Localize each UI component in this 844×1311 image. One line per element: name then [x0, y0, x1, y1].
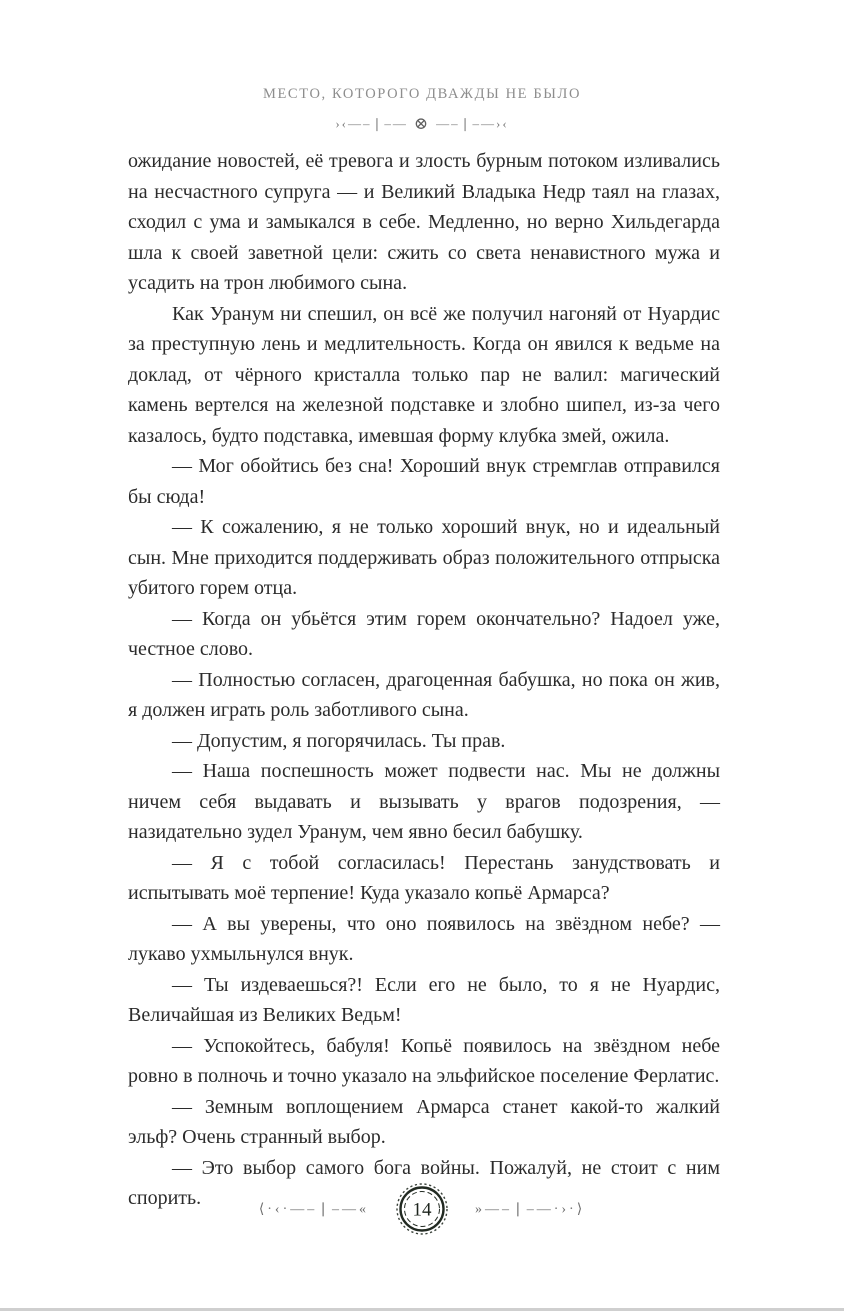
- paragraph: — Полностью согласен, драгоценная бабушка, но пока он жив, я должен играть роль заботливого сына.: [128, 668, 720, 721]
- running-title: МЕСТО, КОТОРОГО ДВАЖДЫ НЕ БЫЛО: [262, 86, 582, 102]
- paragraph: — Мог обойтись без сна! Хороший внук стремглав отправился бы сюда!: [128, 455, 720, 508]
- footer-ornament-right-icon: »—–❘–—·›·⟩: [475, 1201, 586, 1217]
- paragraph: — Наша поспешность может подвести нас. Мы не должны ничем себя выдавать и вызывать у врагов подозрения, — назидательно зудел Уранум, чем явно бесил бабушку.: [128, 760, 720, 843]
- paragraph: — Успокойтесь, бабуля! Копьё появилось на звёздном небе ровно в полночь и точно указало на эльфийское поселение Ферлатис.: [128, 1034, 720, 1087]
- paragraph: — Допустим, я погорячилась. Ты прав.: [172, 729, 506, 752]
- ornament-left-icon: ›‹—–❘–—: [335, 115, 408, 131]
- paragraph: — Это выбор самого бога войны. Пожалуй, не стоит с ним спорить.: [128, 1156, 720, 1209]
- page-header: [0, 86, 844, 132]
- paragraph: — Когда он убьётся этим горем окончательно? Надоел уже, честное слово.: [128, 607, 720, 660]
- page-body: [128, 146, 720, 1214]
- footer-ornament-left-icon: ⟨·‹·—–❘–—«: [258, 1201, 369, 1217]
- page-footer: [0, 1182, 844, 1236]
- paragraph: — А вы уверены, что оно появилось на звёздном небе? — лукаво ухмыльнулся внук.: [128, 912, 720, 965]
- paragraph: — Ты издеваешься?! Если его не было, то я не Нуардис, Величайшая из Великих Ведьм!: [128, 973, 720, 1026]
- paragraph: — Земным воплощением Армарса станет какой-то жалкий эльф? Очень странный выбор.: [128, 1095, 720, 1148]
- paragraph: — Я с тобой согласилась! Перестань занудствовать и испытывать моё терпение! Куда указало копьё Армарса?: [128, 851, 720, 904]
- ornament-center-icon: ⊗: [413, 114, 431, 133]
- ornament-right-icon: —–❘–—›‹: [436, 115, 509, 131]
- paragraph: ожидание новостей, её тревога и злость бурным потоком изливались на несчастного супруга — и Великий Владыка Недр таял на глазах, сходил с ума и замыкался в себе. Медленно, но верно Хильдегарда шла к своей заветной цели: сжить со света ненавистного мужа и усадить на трон любимого сына.: [128, 150, 720, 294]
- header-ornament: [0, 115, 844, 132]
- paragraph: Как Уранум ни спешил, он всё же получил нагоняй от Нуардис за преступную лень и медлительность. Когда он явился к ведьме на доклад, от чёрного кристалла только пар не валил: магический камень вертелся на железной подставке и злобно шипел, из-за чего казалось, будто подставка, имевшая форму клубка змей, ожила.: [128, 302, 720, 447]
- page-number: 14: [412, 1199, 432, 1221]
- page-number-emblem: [395, 1182, 449, 1236]
- paragraph: — К сожалению, я не только хороший внук, но и идеальный сын. Мне приходится поддерживать образ положительного отпрыска убитого горем отца.: [128, 516, 720, 599]
